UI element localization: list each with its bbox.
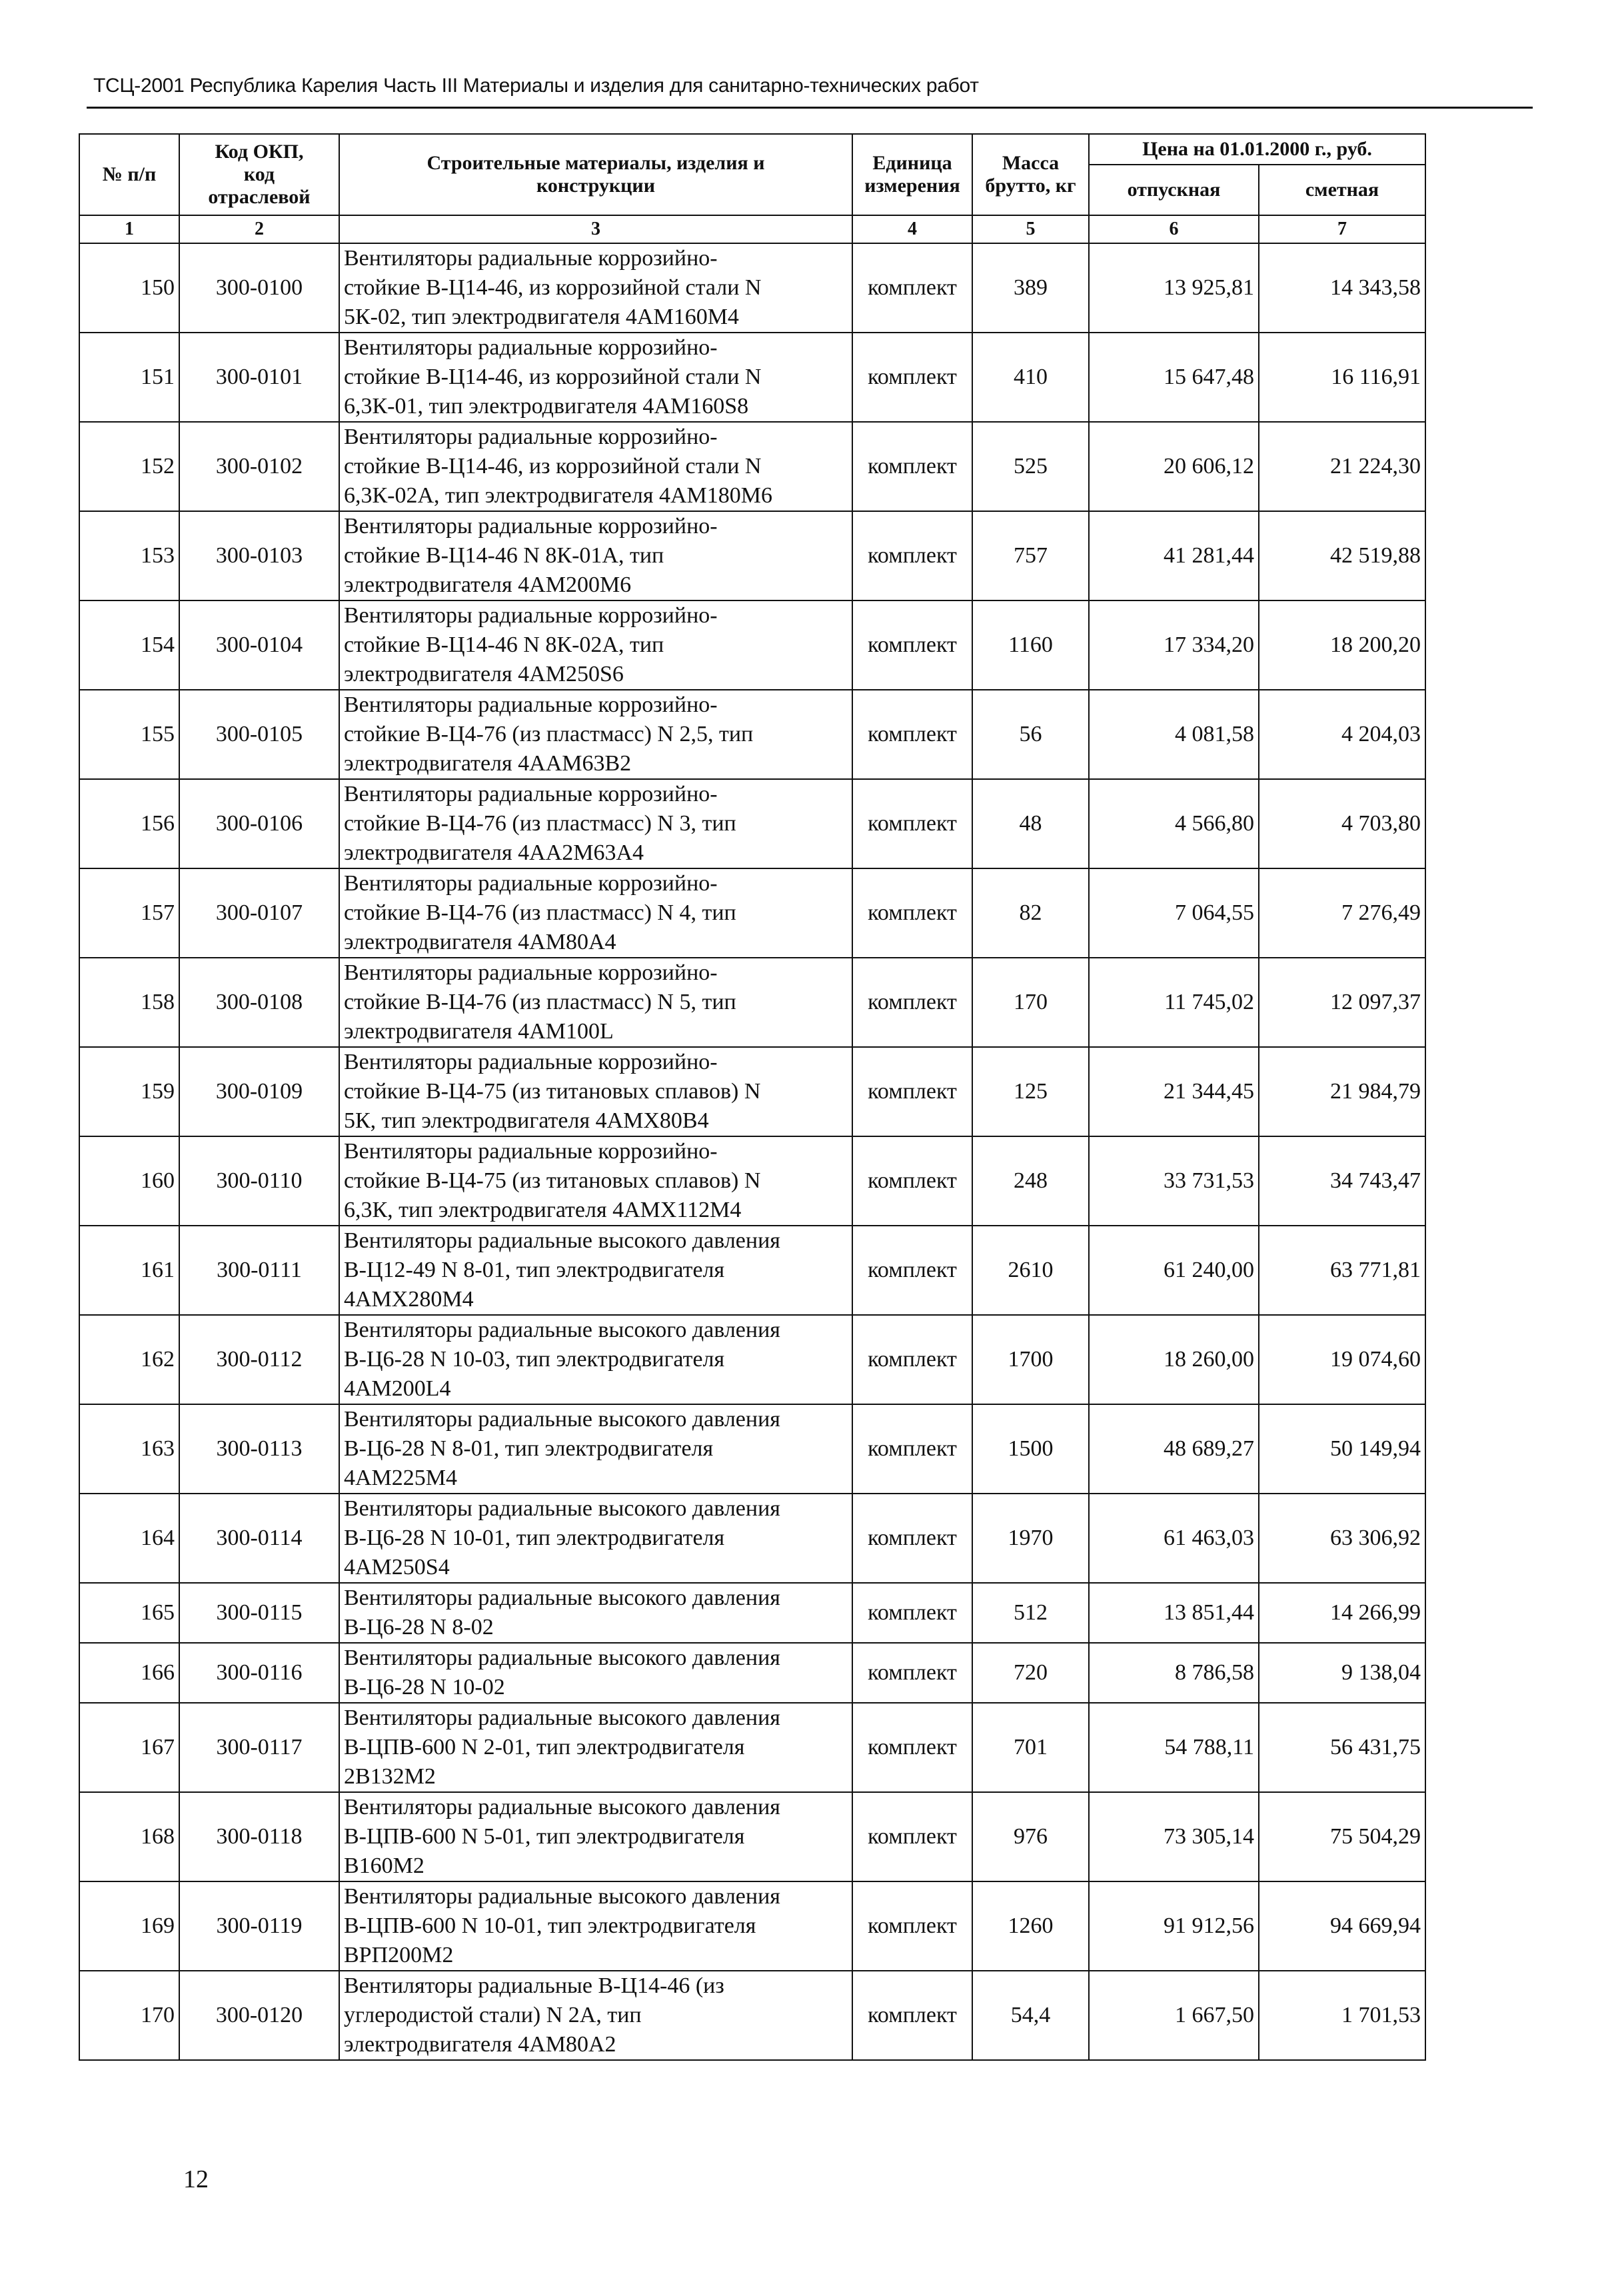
price-estimate: 19 074,60	[1259, 1315, 1425, 1404]
unit-of-measure: комплект	[852, 600, 972, 690]
gross-mass: 1260	[972, 1881, 1089, 1971]
table-row	[79, 1494, 1425, 1583]
description-line: В160М2	[344, 1853, 424, 1878]
gross-mass: 82	[972, 868, 1089, 958]
header-mass-line: Масса	[1002, 152, 1060, 174]
unit-of-measure: комплект	[852, 1792, 972, 1881]
header-material	[339, 134, 852, 215]
page-number: 12	[183, 2165, 209, 2193]
gross-mass: 976	[972, 1792, 1089, 1881]
description-line: Вентиляторы радиальные коррозийно-	[344, 1139, 718, 1164]
unit-of-measure: комплект	[852, 1643, 972, 1703]
gross-mass: 2610	[972, 1226, 1089, 1315]
row-number: 168	[79, 1792, 179, 1881]
description-line: В-Ц6-28 N 8-01, тип электродвигателя	[344, 1436, 714, 1461]
column-number: 4	[852, 215, 972, 243]
material-description	[339, 1047, 852, 1136]
gross-mass: 1500	[972, 1404, 1089, 1494]
description-line: Вентиляторы радиальные коррозийно-	[344, 425, 718, 449]
description-line: Вентиляторы радиальные коррозийно-	[344, 246, 718, 271]
description-line: 2В132М2	[344, 1764, 436, 1789]
header-unit-line: измерения	[864, 175, 960, 197]
price-release: 41 281,44	[1089, 511, 1259, 600]
price-release: 13 851,44	[1089, 1583, 1259, 1643]
material-description	[339, 1136, 852, 1226]
table-row	[79, 1404, 1425, 1494]
material-description	[339, 1792, 852, 1881]
description-line: В-ЦПВ-600 N 5-01, тип электродвигателя	[344, 1824, 745, 1849]
okp-code: 300-0110	[179, 1136, 339, 1226]
material-description	[339, 779, 852, 868]
table-row	[79, 1226, 1425, 1315]
header-okp-line: код	[243, 163, 275, 185]
description-line: Вентиляторы радиальные коррозийно-	[344, 960, 718, 985]
header-price-estimate: сметная	[1259, 165, 1425, 215]
description-line: углеродистой стали) N 2А, тип	[344, 2003, 642, 2027]
row-number: 157	[79, 868, 179, 958]
column-number: 6	[1089, 215, 1259, 243]
table-body	[79, 243, 1425, 2060]
unit-of-measure: комплект	[852, 690, 972, 779]
price-release: 54 788,11	[1089, 1703, 1259, 1792]
row-number: 166	[79, 1643, 179, 1703]
description-line: Вентиляторы радиальные коррозийно-	[344, 514, 718, 539]
okp-code: 300-0118	[179, 1792, 339, 1881]
table-row	[79, 1136, 1425, 1226]
price-estimate: 50 149,94	[1259, 1404, 1425, 1494]
price-release: 4 566,80	[1089, 779, 1259, 868]
description-line: В-Ц6-28 N 10-02	[344, 1675, 505, 1700]
unit-of-measure: комплект	[852, 333, 972, 422]
material-description	[339, 1404, 852, 1494]
description-line: Вентиляторы радиальные коррозийно-	[344, 782, 718, 806]
description-line: В-Ц6-28 N 10-01, тип электродвигателя	[344, 1526, 725, 1550]
description-line: Вентиляторы радиальные коррозийно-	[344, 871, 718, 896]
header-okp-line: отраслевой	[208, 186, 311, 208]
header-unit-line: Единица	[872, 152, 952, 174]
material-description	[339, 1226, 852, 1315]
unit-of-measure: комплект	[852, 1136, 972, 1226]
price-estimate: 42 519,88	[1259, 511, 1425, 600]
unit-of-measure: комплект	[852, 511, 972, 600]
column-number: 5	[972, 215, 1089, 243]
row-number: 154	[79, 600, 179, 690]
row-number: 158	[79, 958, 179, 1047]
column-number: 3	[339, 215, 852, 243]
price-estimate: 12 097,37	[1259, 958, 1425, 1047]
gross-mass: 170	[972, 958, 1089, 1047]
gross-mass: 56	[972, 690, 1089, 779]
description-line: 4АМ225М4	[344, 1466, 458, 1490]
unit-of-measure: комплект	[852, 1583, 972, 1643]
gross-mass: 512	[972, 1583, 1089, 1643]
description-line: электродвигателя 4АМ80А4	[344, 930, 616, 954]
unit-of-measure: комплект	[852, 1971, 972, 2060]
gross-mass: 701	[972, 1703, 1089, 1792]
description-line: Вентиляторы радиальные высокого давления	[344, 1795, 780, 1819]
material-description	[339, 1315, 852, 1404]
price-estimate: 63 306,92	[1259, 1494, 1425, 1583]
okp-code: 300-0101	[179, 333, 339, 422]
material-description	[339, 868, 852, 958]
price-estimate: 7 276,49	[1259, 868, 1425, 958]
description-line: В-Ц12-49 N 8-01, тип электродвигателя	[344, 1258, 725, 1282]
description-line: электродвигателя 4АМ200М6	[344, 572, 632, 597]
description-line: стойкие В-Ц14-46 N 8К-01А, тип	[344, 543, 664, 568]
price-estimate: 9 138,04	[1259, 1643, 1425, 1703]
description-line: 4АМ200L4	[344, 1376, 451, 1401]
header-mass-line: брутто, кг	[985, 175, 1076, 197]
okp-code: 300-0107	[179, 868, 339, 958]
table-head	[79, 134, 1425, 243]
gross-mass: 1970	[972, 1494, 1089, 1583]
price-release: 1 667,50	[1089, 1971, 1259, 2060]
header-material-line: Строительные материалы, изделия и	[426, 152, 765, 174]
row-number: 150	[79, 243, 179, 333]
price-estimate: 4 703,80	[1259, 779, 1425, 868]
price-estimate: 63 771,81	[1259, 1226, 1425, 1315]
price-release: 48 689,27	[1089, 1404, 1259, 1494]
row-number: 160	[79, 1136, 179, 1226]
okp-code: 300-0115	[179, 1583, 339, 1643]
okp-code: 300-0116	[179, 1643, 339, 1703]
gross-mass: 757	[972, 511, 1089, 600]
material-description	[339, 1703, 852, 1792]
row-number: 161	[79, 1226, 179, 1315]
material-description	[339, 1583, 852, 1643]
price-release: 15 647,48	[1089, 333, 1259, 422]
table-row	[79, 690, 1425, 779]
description-line: стойкие В-Ц4-75 (из титановых сплавов) N	[344, 1079, 761, 1104]
price-release: 33 731,53	[1089, 1136, 1259, 1226]
gross-mass: 54,4	[972, 1971, 1089, 2060]
material-description	[339, 958, 852, 1047]
column-number-row	[79, 215, 1425, 243]
row-number: 151	[79, 333, 179, 422]
description-line: В-ЦПВ-600 N 10-01, тип электродвигателя	[344, 1913, 756, 1938]
table-row	[79, 1583, 1425, 1643]
description-line: 5К, тип электродвигателя 4АМХ80В4	[344, 1108, 709, 1133]
description-line: Вентиляторы радиальные высокого давления	[344, 1706, 780, 1730]
price-estimate: 56 431,75	[1259, 1703, 1425, 1792]
row-number: 164	[79, 1494, 179, 1583]
price-release: 61 463,03	[1089, 1494, 1259, 1583]
material-description	[339, 1971, 852, 2060]
description-line: стойкие В-Ц14-46, из коррозийной стали N	[344, 454, 762, 479]
row-number: 170	[79, 1971, 179, 2060]
gross-mass: 1700	[972, 1315, 1089, 1404]
okp-code: 300-0103	[179, 511, 339, 600]
header-rule	[87, 107, 1533, 109]
description-line: 6,3К, тип электродвигателя 4АМХ112М4	[344, 1198, 742, 1222]
unit-of-measure: комплект	[852, 1226, 972, 1315]
description-line: стойкие В-Ц14-46, из коррозийной стали N	[344, 275, 762, 300]
okp-code: 300-0105	[179, 690, 339, 779]
price-estimate: 1 701,53	[1259, 1971, 1425, 2060]
description-line: Вентиляторы радиальные высокого давления	[344, 1884, 780, 1909]
okp-code: 300-0102	[179, 422, 339, 511]
table-row	[79, 1643, 1425, 1703]
price-estimate: 18 200,20	[1259, 600, 1425, 690]
description-line: стойкие В-Ц14-46, из коррозийной стали N	[344, 365, 762, 389]
okp-code: 300-0113	[179, 1404, 339, 1494]
description-line: Вентиляторы радиальные коррозийно-	[344, 1050, 718, 1074]
header-num: № п/п	[79, 134, 179, 215]
price-release: 18 260,00	[1089, 1315, 1259, 1404]
unit-of-measure: комплект	[852, 779, 972, 868]
row-number: 152	[79, 422, 179, 511]
description-line: 5К-02, тип электродвигателя 4АМ160М4	[344, 305, 739, 329]
description-line: стойкие В-Ц4-76 (из пластмасс) N 4, тип	[344, 900, 736, 925]
price-estimate: 14 266,99	[1259, 1583, 1425, 1643]
row-number: 169	[79, 1881, 179, 1971]
description-line: Вентиляторы радиальные высокого давления	[344, 1407, 780, 1432]
price-release: 61 240,00	[1089, 1226, 1259, 1315]
description-line: В-ЦПВ-600 N 2-01, тип электродвигателя	[344, 1735, 745, 1759]
price-release: 20 606,12	[1089, 422, 1259, 511]
description-line: стойкие В-Ц4-76 (из пластмасс) N 3, тип	[344, 811, 736, 836]
okp-code: 300-0120	[179, 1971, 339, 2060]
table-row	[79, 1315, 1425, 1404]
table-row	[79, 600, 1425, 690]
header-okp	[179, 134, 339, 215]
table-row	[79, 333, 1425, 422]
description-line: 6,3К-02А, тип электродвигателя 4АМ180М6	[344, 483, 772, 508]
price-release: 91 912,56	[1089, 1881, 1259, 1971]
description-line: 4АМ250S4	[344, 1555, 450, 1580]
gross-mass: 410	[972, 333, 1089, 422]
gross-mass: 48	[972, 779, 1089, 868]
column-number: 1	[79, 215, 179, 243]
price-estimate: 14 343,58	[1259, 243, 1425, 333]
row-number: 165	[79, 1583, 179, 1643]
row-number: 153	[79, 511, 179, 600]
table-row	[79, 1971, 1425, 2060]
unit-of-measure: комплект	[852, 243, 972, 333]
header-okp-line: Код ОКП,	[215, 141, 304, 163]
price-estimate: 16 116,91	[1259, 333, 1425, 422]
description-line: Вентиляторы радиальные В-Ц14-46 (из	[344, 1973, 724, 1998]
description-line: электродвигателя 4АМ100L	[344, 1019, 614, 1044]
description-line: Вентиляторы радиальные высокого давления	[344, 1586, 780, 1610]
gross-mass: 248	[972, 1136, 1089, 1226]
price-estimate: 75 504,29	[1259, 1792, 1425, 1881]
unit-of-measure: комплект	[852, 958, 972, 1047]
description-line: Вентиляторы радиальные высокого давления	[344, 1228, 780, 1253]
table-row	[79, 1792, 1425, 1881]
description-line: Вентиляторы радиальные высокого давления	[344, 1318, 780, 1342]
description-line: электродвигателя 4АМ250S6	[344, 662, 624, 686]
header-mass	[972, 134, 1089, 215]
description-line: Вентиляторы радиальные коррозийно-	[344, 692, 718, 717]
description-line: Вентиляторы радиальные коррозийно-	[344, 603, 718, 628]
unit-of-measure: комплект	[852, 1315, 972, 1404]
row-number: 163	[79, 1404, 179, 1494]
price-table	[79, 133, 1426, 2061]
price-estimate: 94 669,94	[1259, 1881, 1425, 1971]
table-row	[79, 1047, 1425, 1136]
description-line: электродвигателя 4АМ80А2	[344, 2032, 616, 2057]
row-number: 159	[79, 1047, 179, 1136]
gross-mass: 1160	[972, 600, 1089, 690]
unit-of-measure: комплект	[852, 1494, 972, 1583]
okp-code: 300-0100	[179, 243, 339, 333]
okp-code: 300-0119	[179, 1881, 339, 1971]
material-description	[339, 422, 852, 511]
description-line: В-Ц6-28 N 10-03, тип электродвигателя	[344, 1347, 725, 1372]
okp-code: 300-0109	[179, 1047, 339, 1136]
description-line: электродвигателя 4АА2М63А4	[344, 840, 644, 865]
description-line: Вентиляторы радиальные коррозийно-	[344, 335, 718, 360]
gross-mass: 389	[972, 243, 1089, 333]
running-header: ТСЦ-2001 Республика Карелия Часть III Материалы и изделия для санитарно-технических работ	[93, 75, 979, 97]
table-row	[79, 958, 1425, 1047]
table-row	[79, 422, 1425, 511]
material-description	[339, 333, 852, 422]
okp-code: 300-0112	[179, 1315, 339, 1404]
row-number: 156	[79, 779, 179, 868]
description-line: Вентиляторы радиальные высокого давления	[344, 1646, 780, 1670]
description-line: стойкие В-Ц4-76 (из пластмасс) N 2,5, тип	[344, 722, 754, 746]
unit-of-measure: комплект	[852, 1703, 972, 1792]
price-release: 21 344,45	[1089, 1047, 1259, 1136]
price-estimate: 4 204,03	[1259, 690, 1425, 779]
okp-code: 300-0114	[179, 1494, 339, 1583]
row-number: 167	[79, 1703, 179, 1792]
column-number: 2	[179, 215, 339, 243]
material-description	[339, 1881, 852, 1971]
table-row	[79, 779, 1425, 868]
material-description	[339, 1643, 852, 1703]
row-number: 162	[79, 1315, 179, 1404]
price-estimate: 21 224,30	[1259, 422, 1425, 511]
header-material-line: конструкции	[536, 175, 656, 197]
price-estimate: 21 984,79	[1259, 1047, 1425, 1136]
row-number: 155	[79, 690, 179, 779]
table-row	[79, 1703, 1425, 1792]
okp-code: 300-0108	[179, 958, 339, 1047]
okp-code: 300-0111	[179, 1226, 339, 1315]
price-release: 13 925,81	[1089, 243, 1259, 333]
column-number: 7	[1259, 215, 1425, 243]
description-line: стойкие В-Ц14-46 N 8К-02А, тип	[344, 632, 664, 657]
header-price-group: Цена на 01.01.2000 г., руб.	[1089, 134, 1425, 165]
material-description	[339, 1494, 852, 1583]
material-description	[339, 600, 852, 690]
description-line: Вентиляторы радиальные высокого давления	[344, 1496, 780, 1521]
table-row	[79, 511, 1425, 600]
gross-mass: 125	[972, 1047, 1089, 1136]
price-release: 73 305,14	[1089, 1792, 1259, 1881]
material-description	[339, 511, 852, 600]
description-line: стойкие В-Ц4-76 (из пластмасс) N 5, тип	[344, 990, 736, 1014]
price-release: 7 064,55	[1089, 868, 1259, 958]
unit-of-measure: комплект	[852, 1881, 972, 1971]
gross-mass: 525	[972, 422, 1089, 511]
header-price-release: отпускная	[1089, 165, 1259, 215]
material-description	[339, 243, 852, 333]
description-line: ВРП200М2	[344, 1943, 454, 1967]
price-estimate: 34 743,47	[1259, 1136, 1425, 1226]
price-release: 11 745,02	[1089, 958, 1259, 1047]
description-line: В-Ц6-28 N 8-02	[344, 1615, 494, 1640]
description-line: 4АМХ280М4	[344, 1287, 474, 1312]
table-row	[79, 868, 1425, 958]
price-release: 4 081,58	[1089, 690, 1259, 779]
description-line: электродвигателя 4ААМ63В2	[344, 751, 632, 776]
unit-of-measure: комплект	[852, 422, 972, 511]
price-release: 17 334,20	[1089, 600, 1259, 690]
okp-code: 300-0104	[179, 600, 339, 690]
unit-of-measure: комплект	[852, 868, 972, 958]
unit-of-measure: комплект	[852, 1404, 972, 1494]
unit-of-measure: комплект	[852, 1047, 972, 1136]
table-row	[79, 1881, 1425, 1971]
header-unit	[852, 134, 972, 215]
price-release: 8 786,58	[1089, 1643, 1259, 1703]
okp-code: 300-0106	[179, 779, 339, 868]
description-line: 6,3К-01, тип электродвигателя 4АМ160S8	[344, 394, 749, 419]
description-line: стойкие В-Ц4-75 (из титановых сплавов) N	[344, 1168, 761, 1193]
material-description	[339, 690, 852, 779]
okp-code: 300-0117	[179, 1703, 339, 1792]
table-row	[79, 243, 1425, 333]
gross-mass: 720	[972, 1643, 1089, 1703]
